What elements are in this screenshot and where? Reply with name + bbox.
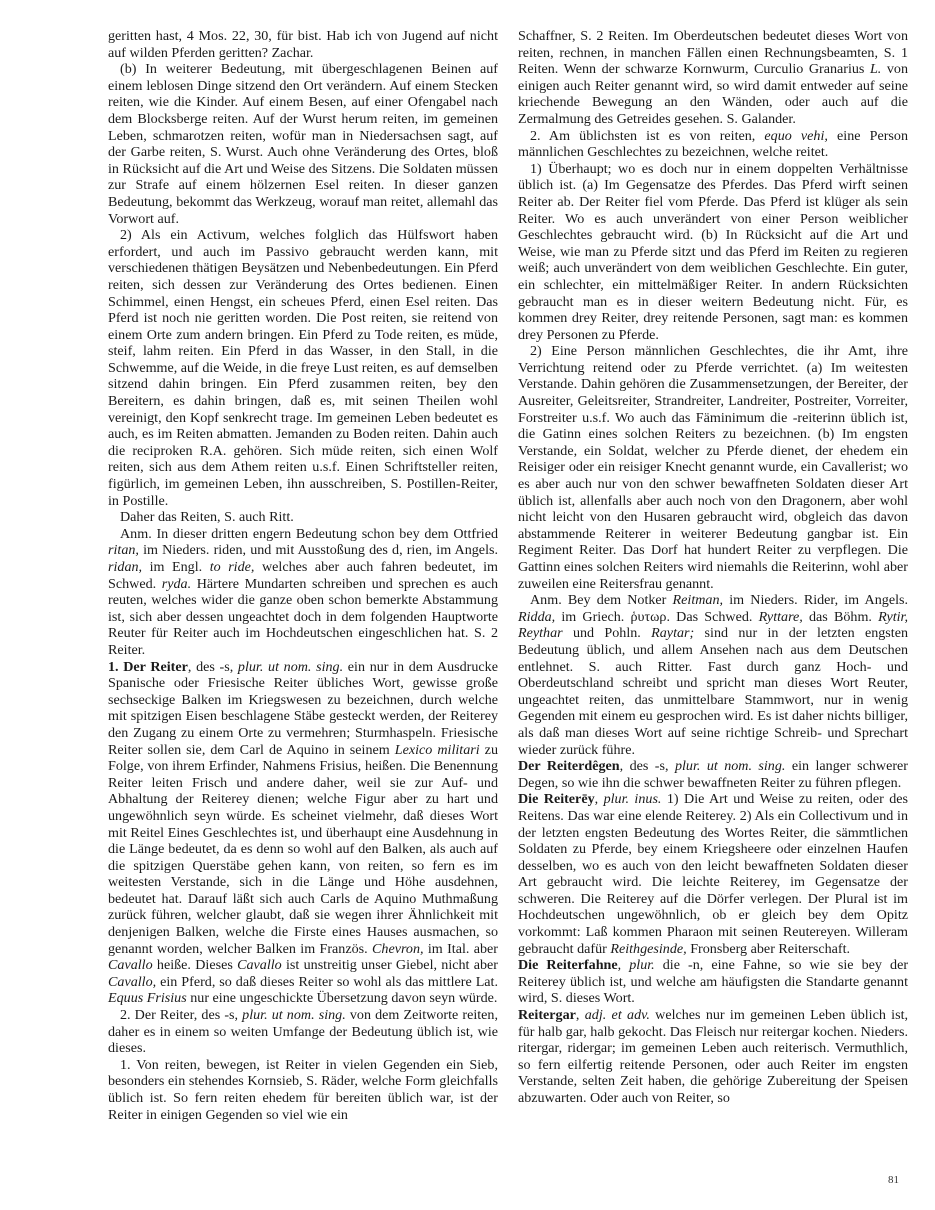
text-run: die -n, eine Fahne, so wie sie bey der Reiterey üblich ist, und welche am häufigsten die Standarte genannt wird, S. dieses Wort. [518,957,909,1007]
italic-text: plur. ut nom. sing. [242,1007,346,1024]
text-run: welches aber auch fahren bedeutet, im Schwed. [108,559,499,592]
dictionary-entry [518,957,908,1007]
paragraph [108,526,498,659]
headword: 1. Der Reiter [108,658,188,675]
italic-text: Ryttare, [758,608,803,625]
dictionary-entry [518,1007,908,1107]
italic-text: Reitman, [672,592,724,609]
left-column [108,28,498,1123]
text-run: , [594,791,604,808]
paragraph [518,128,908,161]
dictionary-entry [518,791,908,957]
text-run: im Nieders. riden, und mit Ausstoßung des d, rien, im Angels. [138,542,498,559]
headword: Reitergar [518,1007,576,1024]
italic-text: ritan, [108,542,139,559]
text-run: ein nur in dem Ausdrucke Spanische oder Friesische Reiter übliches Wort, gewisse große sechseckige Balken im Kriegswesen zu bezeichnen, durch welche mit spitzigen Eisen beschlagene Stäbe gesteckt werden, der Reiterey den Zugang zu einem Orte zu vermehren; Sturmhaspeln. Friesische Reiter sollen sie, dem Carl de Aquino in seinem [108,658,498,758]
text-run: Härtere Mundarten schreiben und sprechen es auch reuten, welches wider die ganze oben schon bemerkte Abstammung ist, sich aber dessen ungeachtet doch in dem folgenden Hauptworte Reuter für Reiter auch im Hochdeutschen eingeschlichen hat. S. 2 Reiter. [108,575,498,658]
paragraph [518,343,908,592]
italic-text: plur. ut nom. sing. [674,758,786,775]
text-run: im Nieders. Rider, im Angels. [723,592,908,609]
italic-text: equo vehi, [764,127,828,144]
text-run: von dem Zeitworte reiten, daher es in einem so weiten Umfange der Bedeutung üblich ist, wie dieses. [108,1007,498,1057]
italic-text: Rytir, Reythar [518,608,908,642]
paragraph [518,28,908,128]
text-run: eine Person männlichen Geschlechtes zu bezeichnen, welche reitet. [518,127,908,161]
text-run: ein Pferd, so daß dieses Reiter so wohl als das mittlere Lat. [156,973,498,990]
text-run: von einigen auch Reiter genannt wird, so wird damit entweder auf seine kriechende Bewegung an den Wänden, oder auch auf die Zermalmung des Getreides gesehen. S. Galander. [518,61,908,127]
paragraph [518,592,908,758]
text-run: das Böhm. [802,608,879,625]
text-run: im Ital. aber [423,940,498,957]
text-run: ein langer schwerer Degen, so wie ihn die schwer bewaffneten Reiter zu führen pflegen. [518,758,908,791]
dictionary-entry [108,659,498,1007]
text-run: , des -s, [187,658,238,675]
text-run: Anm. In dieser dritten engern Bedeutung schon bey dem Ottfried [120,525,498,542]
italic-text: Cavallo [108,957,153,974]
text-run: 2) Eine Person männlichen Geschlechtes, die ihr Amt, ihre Verrichtung reitend oder zu Pferde verrichtet. (a) Im weitesten Verstande. Dahin gehören die Zusammensetzungen, der Bereiter, der Ausreiter, Geleitsreiter, Strandreiter, Landreiter, Postreiter, Vorreiter, Forstreiter u.s.f. Wo auch das Fäminimum die -reiterinn üblich ist, die Gatinn eines solchen Reiters zu bezeichnen. (b) Im engsten Verstande, ein Soldat, welcher zu Pferde dienet, der ehedem ein Reisiger oder ein reisiger Knecht genannt wurde, ein Cavallerist; wo es aber auch nur von den schwer bewaffneten Soldaten dieser Art üblich ist, allenfalls aber auch noch von den Dragonern, aber wohl nicht leicht von den Husaren gebraucht wird, obgleich das davon abstammende Reiterer in weiterer Bedeutung gangbar ist. Ein Regiment Reiter. Das Dorf hat hundert Reiter zu verpflegen. Die Gattinn eines solchen Reiters wird niemahls die Reiterinn, wohl aber zuweilen eine Reitersfrau genannt. [518,343,908,592]
paragraph [108,28,498,61]
text-run: Schaffner, S. 2 Reiten. Im Oberdeutschen bedeutet dieses Wort von reiten, rechnen, in manchen Fällen einen Rechnungsbeamten, S. 1 Reiten. Wenn der schwarze Kornwurm, Curculio Granarius [518,28,908,78]
italic-text: Chevron, [372,940,424,957]
italic-text: Equus Frisius [108,990,187,1007]
text-run: , [575,1007,585,1024]
page-number: 81 [888,1174,899,1186]
italic-text: Cavallo, [108,973,157,990]
text-run: und Pohln. [562,625,652,642]
italic-text: Reithgesinde, [610,940,687,957]
text-run: 2) Als ein Activum, welches folglich das Hülfswort haben erfordert, und auch im Passivo gebraucht werden kann, mit verschiedenen thätigen Beysätzen und Nebenbedeutungen. Ein Pferd reiten, sich dessen zur Veränderung des Ortes bedienen. Einen Schimmel, einen Hengst, ein scheues Pferd, einen Esel reiten. Das Pferd ist noch nie geritten worden. Die Post reiten, sie reitend von einem Orte zum andern bringen. Ein Pferd zu Tode reiten, es müde, steif, lahm reiten. Ein Pferd in das Wasser, in den Stall, in die Schwemme, auf die Weide, in die freye Lust reiten, es auf demselben sitzend dahin bringen. Ein Pferd zusammen reiten, bey den Bereitern, es dahin bringen, daß es, mit seinen Theilen wohl vereinigt, den Kopf senkrecht trage. Im gemeinen Leben bedeutet es auch, es im Reiten abmatten. Jemanden zu Boden reiten. Dahin auch die reciproken R.A. gehören. Sich müde reiten, sich einen Wolf reiten, sich aus dem Athem reiten u.s.f. Einen Schriftsteller reiten, figürlich, im gemeinen Leben, ihn ausschreiben, S. Postillen-Reiter, in Postille. [108,227,498,509]
headword: Der Reiterdêgen [518,758,620,775]
text-run: im Griech. ῥυτωρ. Das Schwed. [555,608,759,625]
paragraph [518,161,908,344]
text-run: , [617,957,630,974]
text-run: sind nur in der letzten engsten Bedeutung üblich, und allem Ansehen nach aus dem Deutschen entlehnet. S. auch Ritter. Fast durch ganz Hoch- und Oberdeutschland schreibt und spricht man dieses Wort Reuter, ungeachtet reiten, das unmittelbare Stammwort, nur in wenig Gegenden mit einem eu gesprochen wird. Es ist daher nichts billiger, als daß man dieses Wort auf seine richtige Schreib- und Sprechart wieder zurück führe. [518,625,908,758]
paragraph [108,1057,498,1123]
paragraph [108,509,498,526]
paragraph [108,61,498,227]
text-run: im Engl. [142,559,210,575]
text-run: Daher das Reiten, S. auch Ritt. [120,509,294,526]
italic-text: Raytar; [651,625,695,642]
text-run: Fronsberg aber Reiterschaft. [686,940,851,957]
italic-text: plur. inus. [603,791,662,808]
text-run: welches nur im gemeinen Leben üblich ist, für halb gar, halb gekocht. Das Fleisch nur reitergar kochen. Nieders. ritergar, ridergar; im gemeinen Leben auch reiterisch. Vermuthlich, so fern eilfertig reitende Personen, oder auch Reiter im engsten Verstande, selten Zeit haben, die gehörige Zubereitung der Speisen abzuwarten. Oder auch von Reiter, so [518,1007,909,1106]
text-run: 2. Der Reiter, des -s, [120,1007,243,1024]
italic-text: Cavallo [237,957,282,974]
headword: Die Reiterēy [518,791,595,808]
text-run: ist unstreitig unser Giebel, nicht aber [281,957,498,974]
text-run: , des -s, [619,758,675,775]
italic-text: adj. et adv. [584,1007,650,1024]
italic-text: Lexico militari [394,741,480,758]
text-run: 1) Überhaupt; wo es doch nur in einem doppelten Verhältnisse üblich ist. (a) Im Gegensatze des Pferdes. Das Pferd wirft seinen Reiter ab. Der Reiter fiel vom Pferde. Das Pferd ist klüger als sein Reiter. Wo es auch unverändert von einer Person weiblicher Geschlechtes gebraucht wird. (b) In Rücksicht auf die Art und Weise, wie man zu Pferde sitzt und das Pferd im Reiten zu regieren weiß; auch unverändert von dem weiblichen Geschlechte. Ein guter, ein schlechter, ein mittelmäßiger Reiter. In andern Rücksichten gebraucht man es in dieser weitern Bedeutung nicht. Für, es kommen drey Reiter, drey reitende Personen, sagt man: es kommen drey Personen zu Pferde. [518,160,908,343]
text-run: (b) In weiterer Bedeutung, mit übergeschlagenen Beinen auf einem leblosen Dinge sitzend den Ort verändern. Auf einem Stecken reiten, wie die Kinder. Auf einem Besen, auf einer Ofengabel nach dem Blocksberge reiten. Auf der Wurst herum reiten, im gemeinen Leben, schmarotzen reiten, wofür man in Niedersachsen sagt, auf der Garbe reiten, S. Wurst. Auch ohne Veränderung des Ortes, bloß in Rücksicht auf die Art und Weise des Sitzens. Die Soldaten müssen zur Strafe auf einem hölzernen Esel reiten. In dieser ganzen Bedeutung, bekommt das Werkzeug, worauf man reitet, allemahl das Vorwort auf. [108,61,498,227]
italic-text: to ride, [209,559,255,575]
text-run: Anm. Bey dem Notker [530,592,673,609]
text-run: 1) Die Art und Weise zu reiten, oder des Reitens. Das war eine elende Reiterey. 2) Als ein Collectivum und in der letzten engsten Bedeutung des Wortes Reiter, die sämmtlichen Soldaten zu Pferde, bey einem Kriegsheere oder einzelnen Haufen desselben, wo es auch von den leicht bewaffneten Soldaten dieser Art gebraucht wird. Die leichte Reiterey, im Gegensatze der schweren. Die Reiterey auf die Dörfer verlegen. Der Plural ist im Hochdeutschen ungewöhnlich, ob er gleich bey dem Opitz vorkommt: Laß kommen Pharaon mit seinen Reutereyen. Willeram gebraucht dafür [518,791,908,957]
italic-text: plur. [629,957,655,974]
text-run: heiße. Dieses [152,957,238,974]
italic-text: ryda. [161,575,192,592]
paragraph [108,227,498,509]
text-run: geritten hast, 4 Mos. 22, 30, für bist. Hab ich von Jugend auf nicht auf wilden Pferden geritten? Zachar. [108,28,498,61]
text-run: 2. Am üblichsten ist es von reiten, [530,127,765,144]
italic-text: plur. ut nom. sing. [237,658,344,675]
italic-text: Ridda, [518,608,556,625]
headword: Die Reiterfahne [518,957,618,974]
italic-text: L. [869,61,882,78]
dictionary-entry [518,758,908,791]
italic-text: ridan, [108,559,143,575]
text-run: nur eine ungeschickte Übersetzung davon seyn würde. [186,990,498,1007]
right-column [518,28,908,1107]
text-run: zu Folge, von ihrem Erfinder, Nahmens Frisius, heißen. Die Benennung Reiter leiten Frisch und andere daher, weil sie zur Auf- und Abhaltung der Reiterey dienen; welche Figur aber zu hart und ungewöhnlich seyn würde. Es scheinet vielmehr, daß dieses Wort mit Reitel Eines Geschlechtes ist, und überhaupt eine Ausdehnung in die Länge bedeutet, da es denn so wohl auf den Balken, als auch auf die spitzigen Querstäbe gehen kann, von reiten, so fern es im weitesten Verstande, sich in die Länge und Höhe ausdehnen, bedeutet hat. Darauf läßt sich auch Carls de Aquino Muthmaßung zurück führen, welcher glaubt, daß sie wegen ihrer Ähnlichkeit mit denjenigen Balken, welche die Firste eines Hauses ausmachen, so genannt worden, welcher Balken im Französ. [108,741,498,957]
paragraph [108,1007,498,1057]
text-run: 1. Von reiten, bewegen, ist Reiter in vielen Gegenden ein Sieb, besonders ein stehendes Kornsieb, S. Räder, welche Form gleichfalls üblich ist. So fern reiten ehedem für bereiten üblich war, ist der Reiter in einigen Gegenden so viel wie ein [108,1056,498,1123]
